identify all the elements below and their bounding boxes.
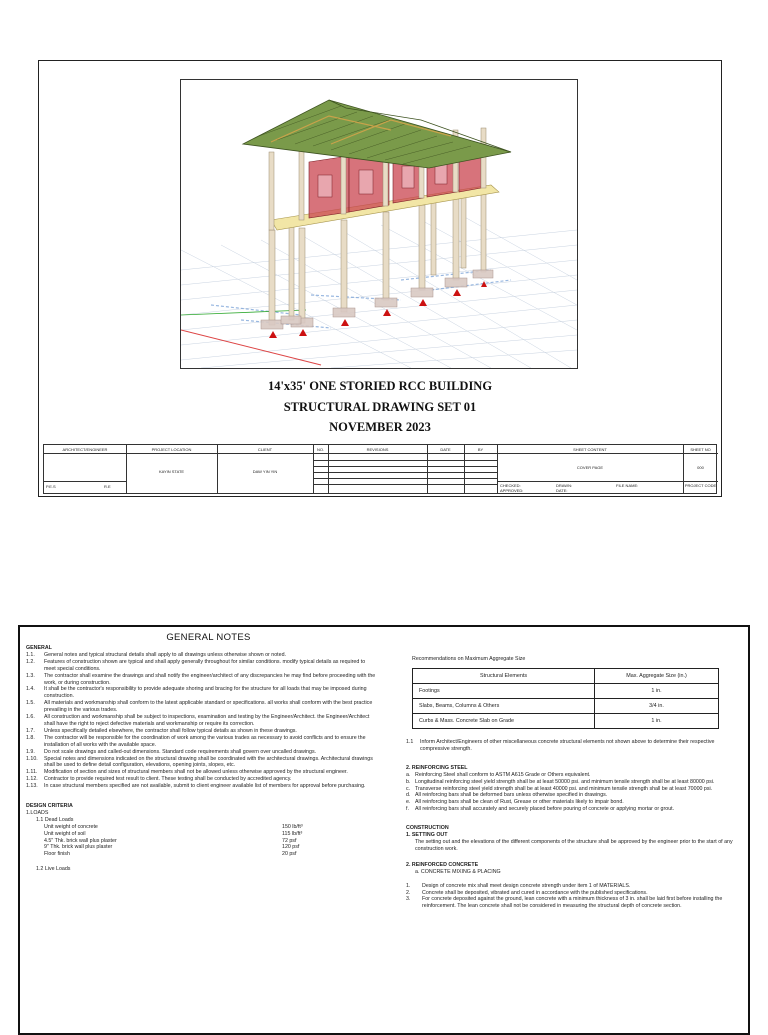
cover-title-line-1: 14'x35' ONE STORIED RCC BUILDING — [267, 379, 493, 393]
item-number: 1.13. — [26, 783, 38, 790]
building-3d-render — [180, 79, 578, 369]
general-notes-list — [26, 652, 378, 790]
tb-checked: CHECKED: — [500, 483, 521, 488]
list-item — [406, 806, 740, 813]
list-item — [406, 772, 740, 779]
item-number: 1.11. — [26, 769, 38, 776]
item-number: f. — [406, 806, 409, 813]
item-number: 1.10. — [26, 755, 38, 762]
table-header-cell: Max. Aggregate Size (in.) — [595, 669, 719, 684]
item-text: All reinforcing bars shall accurately and securely placed before pouring of concrete or applying mortar or grout. — [415, 806, 675, 813]
item-number: 1.3. — [26, 672, 35, 679]
item-number: 1.1. — [26, 651, 35, 658]
item-text: Concrete shall be deposited, vibrated and cured in accordance with the published specifications. — [422, 889, 648, 896]
dead-load-label: 9" Thk. brick wall plus plaster — [44, 844, 113, 851]
list-item — [26, 783, 378, 790]
item-number: b. — [406, 778, 411, 785]
item-number: 2. — [406, 889, 411, 896]
construction-heading: CONSTRUCTION — [406, 825, 449, 832]
list-item — [26, 776, 378, 783]
tb-client-value: DAW YIN YIN — [252, 469, 278, 474]
dead-load-label: 4.5" Thk. brick wall plus plaster — [44, 837, 117, 844]
list-item — [26, 652, 378, 659]
item-number: e. — [406, 799, 411, 806]
item-text: The contractor shall examine the drawings and shall notify the engineer/architect of any discrepancies he may find before proceeding with the work, or during construction. — [44, 672, 376, 686]
item-number: d. — [406, 792, 411, 799]
loads-heading: 1.LOADS — [26, 809, 49, 816]
tb-project-code: PROJECT CODE — [684, 483, 717, 488]
dead-load-value: 120 psf — [282, 844, 300, 851]
general-notes-sheet — [18, 625, 750, 1035]
table-cell: 1 in. — [595, 714, 719, 729]
list-item — [26, 659, 378, 673]
list-item — [406, 786, 740, 793]
dead-loads-heading: 1.1 Dead Loads — [36, 816, 74, 823]
item-number: 1. — [406, 882, 411, 889]
dead-loads-list — [26, 824, 378, 859]
dead-load-label: Unit weight of concrete — [44, 823, 98, 830]
setting-out-heading: 1. SETTING OUT — [406, 832, 448, 839]
dead-load-value: 115 lb/ft³ — [282, 830, 303, 837]
aggregate-size-table — [412, 668, 719, 729]
tb-sheet-content-value: COVER PAGE — [576, 465, 604, 470]
item-text: Transverse reinforcing steel yield strength shall be at least 40000 psi. and minimum tensile strength shall be at least 70000 psi. — [415, 785, 713, 792]
item-text: All reinforcing bars shall be clean of Rust, Grease or other materials likely to impair bond. — [415, 799, 624, 806]
dead-load-label: Unit weight of soil — [44, 830, 86, 837]
item-text: All construction and workmanship shall be subject to inspections, examination and testing by the Engineer/Architect. the Engineer/Architect shall have the right to reject defective materials and workmanship or require its correction. — [44, 714, 370, 727]
list-item — [26, 769, 378, 776]
item-text: General notes and typical structural details shall apply to all drawings unless otherwise shown or noted. — [44, 651, 287, 658]
table-cell: Curbs & Mass. Concrete Slab on Grade — [413, 714, 595, 729]
item-text: All materials and workmanship shall conform to the latest applicable standard or specifications. all works shall conform with the best practice prevailing in the various trades. — [44, 700, 373, 714]
table-cell: Footings — [413, 684, 595, 699]
cover-title-line-2: STRUCTURAL DRAWING SET 01 — [283, 400, 477, 414]
design-criteria-heading: DESIGN CRITERIA — [26, 803, 73, 810]
list-item — [26, 728, 378, 735]
tb-architect-engineer: ARCHITECT/ENGINEER — [62, 447, 108, 452]
dead-load-value: 72 psf — [282, 837, 297, 844]
concrete-mixing-heading: a. CONCRETE MIXING & PLACING — [415, 868, 501, 875]
tb-by: BY — [477, 447, 484, 452]
title-block — [43, 444, 717, 494]
item-text: Reinforcing Steel shall conform to ASTM A615 Grade or Others equivalent. — [415, 771, 591, 778]
general-heading: GENERAL — [26, 645, 52, 651]
dead-load-row — [44, 851, 378, 858]
item-text: Do not scale drawings and called-out dimensions. Standard code requirements shall govern over uncalled drawings. — [44, 748, 317, 755]
concrete-mixing-list — [406, 883, 740, 911]
item-number: 1.7. — [26, 727, 35, 734]
list-item — [26, 686, 378, 700]
list-item — [26, 673, 378, 687]
dead-load-value: 20 psf — [282, 851, 297, 858]
table-cell: Slabs, Beams, Columns & Others — [413, 699, 595, 714]
live-loads-heading: 1.2 Live Loads — [36, 866, 71, 873]
list-item — [26, 756, 378, 770]
item-text: Design of concrete mix shall meet design concrete strength under item 1 of MATERIALS. — [422, 882, 631, 889]
building-render-illustration — [181, 80, 577, 368]
item-text: It shall be the contractor's responsibility to provide adequate shoring and bracing for the structure for all loads that may be imposed during construction. — [44, 686, 367, 700]
tb-location-value: KAYIN STATE — [158, 469, 185, 474]
item-text: The contractor will be responsible for the coordination of work among the various trades as necessary to avoid conflicts and to ensure the installation of all works with the available space. — [44, 734, 366, 748]
tb-client: CLIENT — [257, 447, 273, 452]
tb-sheet-content: SHEET CONTENT — [573, 447, 607, 452]
table-cell: 1 in. — [595, 684, 719, 699]
tb-drawn: DRAWN: — [556, 483, 573, 488]
tb-sheet-no-value: 000 — [697, 465, 704, 470]
item-number: 1.2. — [26, 658, 35, 665]
list-item — [26, 749, 378, 756]
reinforcing-heading: 2. REINFORCING STEEL — [406, 764, 468, 771]
cover-sheet — [38, 60, 722, 497]
dead-load-label: Floor finish — [44, 851, 70, 858]
cover-title-line-3: NOVEMBER 2023 — [329, 420, 431, 434]
table-header-row — [413, 669, 719, 684]
dead-load-row — [44, 831, 378, 838]
tb-re-label: R.E — [104, 484, 111, 489]
item-number: 1.5. — [26, 700, 35, 707]
aggregate-heading: Recommendations on Maximum Aggregate Size — [412, 656, 526, 662]
tb-pe-label: P.E.S — [46, 484, 56, 489]
list-item — [406, 883, 740, 890]
list-item — [26, 735, 378, 749]
notes-left-column — [26, 645, 378, 873]
dead-load-row — [44, 844, 378, 851]
item-number: 1.9. — [26, 748, 35, 755]
item-number: 1.8. — [26, 734, 35, 741]
table-cell: 3/4 in. — [595, 699, 719, 714]
dead-load-row — [44, 838, 378, 845]
list-item — [406, 792, 740, 799]
reinforcing-list — [406, 772, 740, 813]
item-text: In case structural members specified are not available, submit to client engineer available list of members for approval before purchasing. — [44, 783, 366, 790]
table-header-cell: Structural Elements — [413, 669, 595, 684]
reinforced-concrete-heading: 2. REINFORCED CONCRETE — [406, 861, 479, 868]
item-number: 1.4. — [26, 686, 35, 693]
list-item — [406, 890, 740, 897]
item-number: 3. — [406, 896, 411, 903]
list-item — [406, 896, 740, 910]
item-number: 1.6. — [26, 714, 35, 721]
item-number: a. — [406, 771, 411, 778]
table-row — [413, 699, 719, 714]
item-text: Special notes and dimensions indicated on the structural drawing shall be coordinated with the architectural drawings. Architectural drawings shall be used to define detail configuration, elevations, opening joints, slopes, etc. — [44, 755, 373, 769]
notes-right-column — [406, 739, 740, 910]
list-item — [406, 779, 740, 786]
item-text: Modification of section and sizes of structural members shall not be allowed unless otherwise approved by the structural engineer. — [44, 769, 348, 776]
item-text: Features of construction shown are typical and shall apply generally throughout for similar conditions. modify typical details as required to meet special conditions. — [44, 658, 366, 672]
tb-sheet-no: SHEET NO — [690, 447, 711, 452]
list-item — [406, 799, 740, 806]
list-item — [26, 700, 378, 714]
tb-date-label: DATE: — [556, 488, 568, 493]
item-text: Contractor to provide required test result to client. These testing shall be conducted by accredited agency. — [44, 776, 292, 783]
tb-no: NO. — [316, 447, 325, 452]
table-row — [413, 684, 719, 699]
item-text: Longitudinal reinforcing steel yield strength shall be at least 50000 psi. and minimum tensile strength shall be at least 80000 psi. — [415, 778, 715, 785]
item-text: For concrete deposited against the ground, lean concrete with a minimum thickness of 3 in. shall be laid first before installing the reinforcement. The lean concrete shall not be considered in measuring the structural depth of concrete section. — [422, 896, 723, 910]
item-text: All reinforcing bars shall be deformed bars unless otherwise specified in drawings. — [415, 792, 608, 799]
item-text: Unless specifically detailed elsewhere, the contractor shall follow typical details as shown in these drawings. — [44, 727, 297, 734]
tb-date: DATE — [440, 447, 451, 452]
note-number: 1.1 — [406, 739, 414, 745]
item-number: c. — [406, 785, 411, 792]
list-item — [26, 714, 378, 728]
note-1-1 — [406, 739, 740, 753]
tb-revisions: REVISIONS — [366, 447, 389, 452]
setting-out-text: The setting out and the elevations of the different components of the structure shall be approved by the engineer prior to the start of any construction work. — [415, 838, 733, 852]
dead-load-row — [44, 824, 378, 831]
tb-approved: APPROVED: — [500, 488, 524, 493]
tb-file-name: FILE NAME: — [616, 483, 639, 488]
item-number: 1.12. — [26, 776, 38, 783]
dead-load-value: 150 lb/ft³ — [282, 823, 303, 830]
notes-title: GENERAL NOTES — [166, 632, 251, 643]
tb-project-location: PROJECT LOCATION — [151, 447, 192, 452]
note-text: Inform Architect/Engineers of other miscellaneous concrete structural elements not shown above to determine their respective compressive strength. — [420, 739, 715, 752]
table-row — [413, 714, 719, 729]
